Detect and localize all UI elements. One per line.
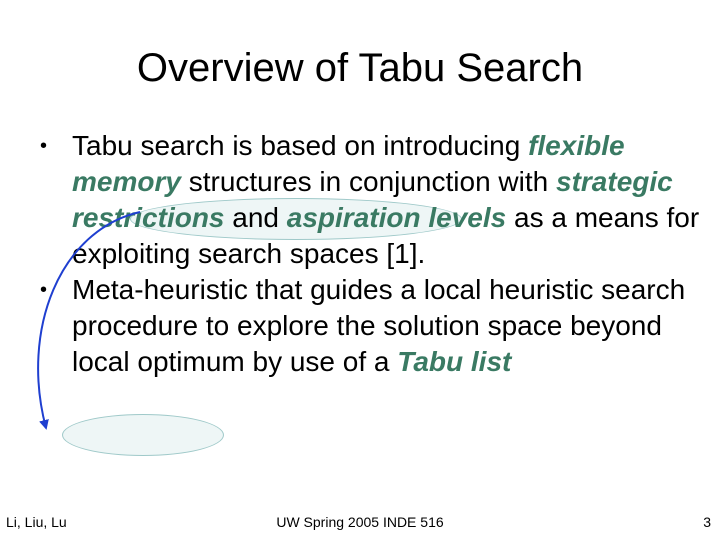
- bullet-marker: •: [40, 135, 48, 157]
- bullet-item: [40, 128, 700, 272]
- bullet-text: structures in conjunction with: [180, 166, 556, 197]
- highlight-tabu-list: [62, 414, 224, 456]
- bullet-text: Meta-heuristic that guides a local heuristic search procedure to explore the solution space beyond local optimum by use of a: [72, 274, 686, 377]
- bullet-text: and: [224, 202, 287, 233]
- slide-title: Overview of Tabu Search: [136, 46, 584, 90]
- bullet-marker: •: [40, 279, 48, 301]
- emphasis-aspiration-levels: aspiration levels: [286, 202, 507, 233]
- emphasis-strategic-restrictions: strategic restrictions: [72, 166, 673, 233]
- bullet-text: Tabu search is based on introducing: [72, 130, 529, 161]
- bullet-list: [40, 128, 700, 380]
- emphasis-tabu-list: Tabu list: [397, 346, 512, 377]
- bullet-text: as a means for exploiting search spaces [1].: [72, 202, 700, 269]
- footer-authors: Li, Liu, Lu: [6, 514, 67, 530]
- bullet-item: [40, 272, 700, 380]
- footer-course: UW Spring 2005 INDE 516: [276, 514, 444, 530]
- emphasis-flexible-memory: flexible memory: [72, 130, 625, 197]
- slide-number: 3: [703, 514, 711, 530]
